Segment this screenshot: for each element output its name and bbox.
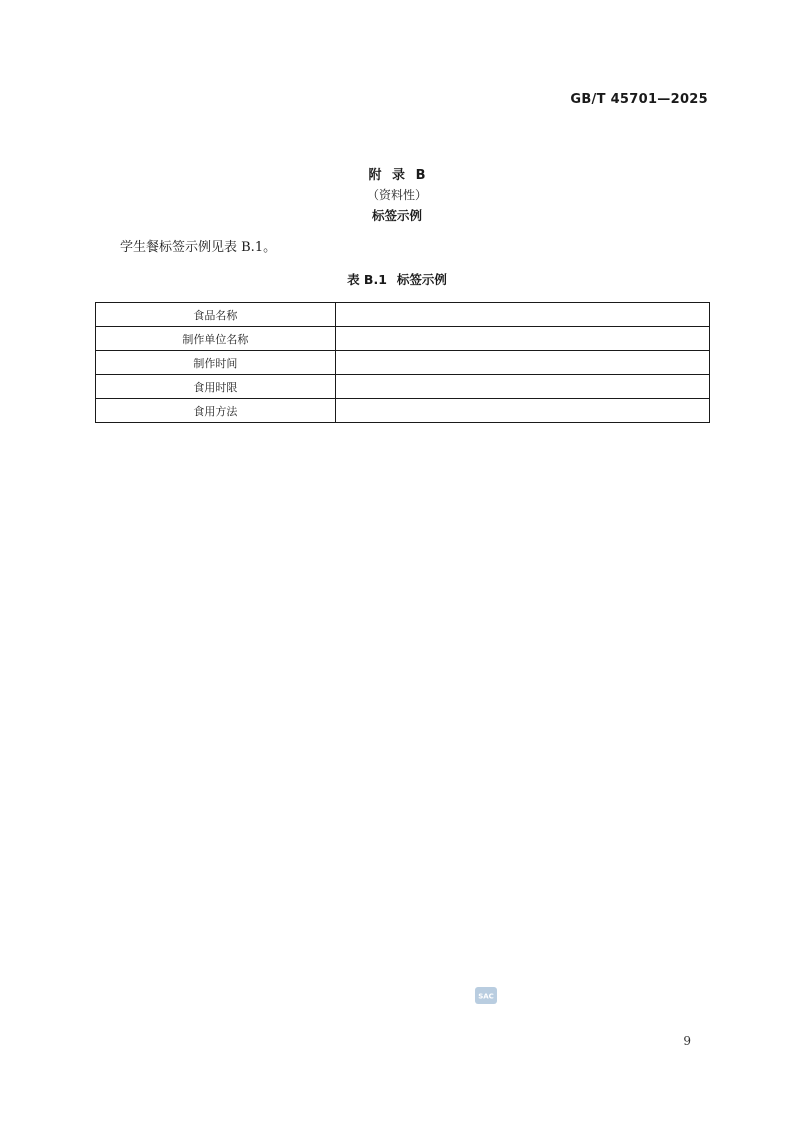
- table-row: [96, 399, 710, 423]
- row-label: 制作时间: [96, 351, 336, 375]
- label-example-table: [95, 302, 710, 423]
- row-value: [335, 327, 709, 351]
- row-label: 食品名称: [96, 303, 336, 327]
- appendix-title: 附 录 B: [368, 168, 426, 183]
- standard-code: GB/T 45701—2025: [570, 92, 708, 107]
- table-row: [96, 351, 710, 375]
- table-caption: [0, 270, 794, 288]
- appendix-heading: 标签示例: [371, 208, 422, 223]
- intro-paragraph: 学生餐标签示例见表 B.1。: [120, 240, 277, 255]
- page-number: 9: [683, 1034, 691, 1048]
- table-row: [96, 327, 710, 351]
- row-label: 制作单位名称: [96, 327, 336, 351]
- appendix-nature: （资料性）: [366, 188, 427, 202]
- sac-watermark-icon: [475, 987, 497, 1004]
- row-value: [335, 351, 709, 375]
- row-value: [335, 303, 709, 327]
- row-label: 食用时限: [96, 375, 336, 399]
- row-value: [335, 375, 709, 399]
- row-value: [335, 399, 709, 423]
- table-caption-title: 标签示例: [396, 272, 447, 287]
- row-label: 食用方法: [96, 399, 336, 423]
- svg-text:SAC: SAC: [478, 992, 494, 1001]
- table-row: [96, 375, 710, 399]
- table-row: [96, 303, 710, 327]
- table-caption-number: 表 B.1: [347, 272, 387, 287]
